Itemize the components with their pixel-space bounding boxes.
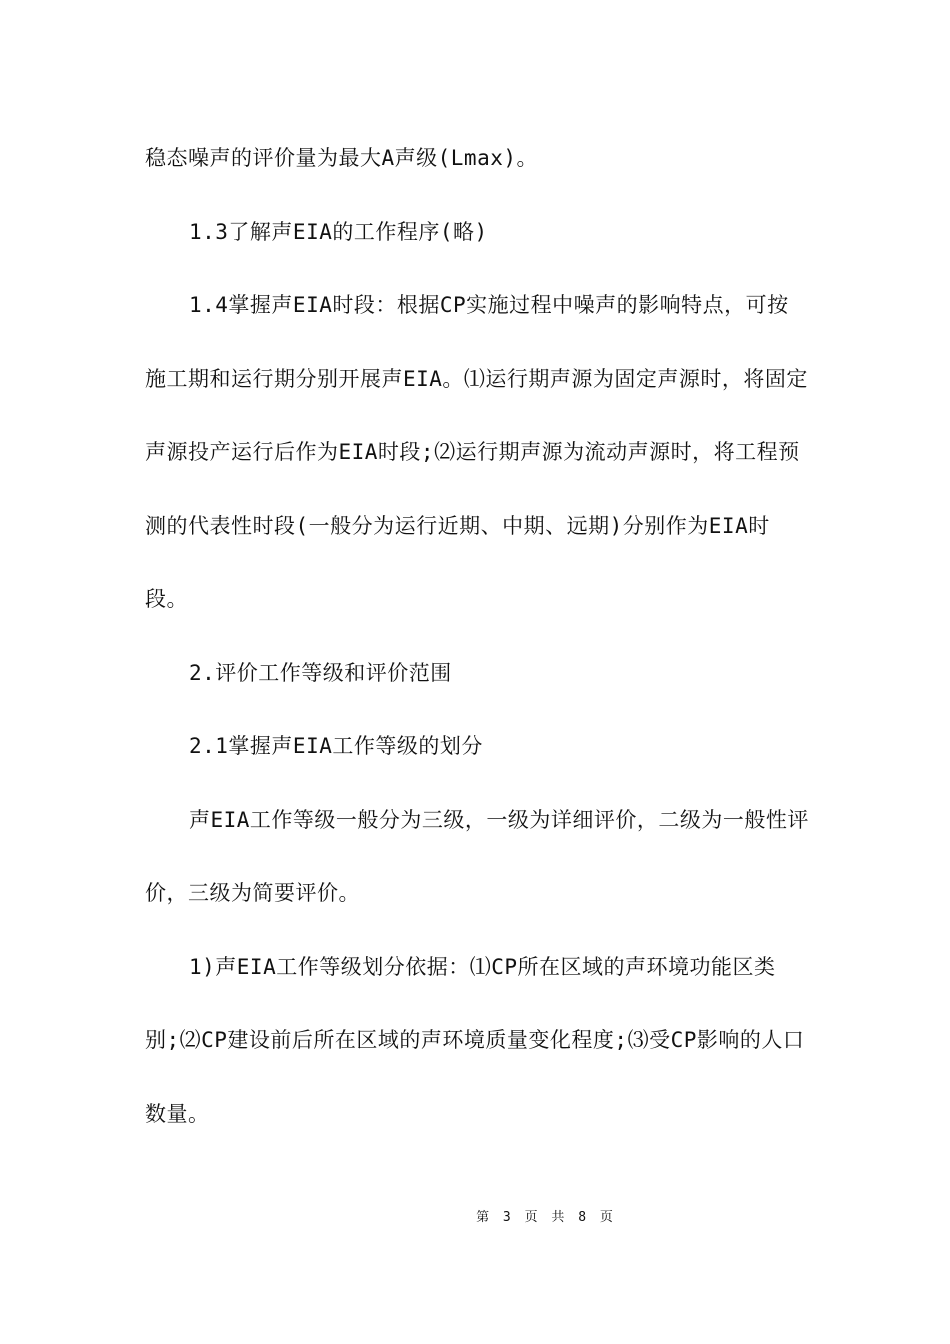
paragraph-eia-levels: 声EIA工作等级一般分为三级，一级为详细评价，二级为一般性评价，三级为简要评价。 xyxy=(145,807,809,905)
heading-2-1: 2.1掌握声EIA工作等级的划分 xyxy=(189,734,483,758)
heading-2: 2.评价工作等级和评价范围 xyxy=(189,660,452,685)
paragraph-steady-noise: 稳态噪声的评价量为最大A声级(Lmax)。 xyxy=(145,146,539,170)
document-body xyxy=(145,122,810,1151)
heading-1-3: 1.3了解声EIA的工作程序(略) xyxy=(189,219,488,244)
paragraph-1-4: 1.4掌握声EIA时段：根据CP实施过程中噪声的影响特点，可按施工期和运行期分别开展声EIA。⑴运行期声源为固定声源时，将固定声源投产运行后作为EIA时段;⑵运行期声源为流动声源时，将工程预测的代表性时段(一般分为运行近期、中期、远期)分别作为EIA时段。 xyxy=(145,293,808,611)
page-number-footer: 第 3 页 共 8 页 xyxy=(476,1210,614,1225)
paragraph-level-basis: 1)声EIA工作等级划分依据：⑴CP所在区域的声环境功能区类别;⑵CP建设前后所在区域的声环境质量变化程度;⑶受CP影响的人口数量。 xyxy=(145,954,805,1126)
